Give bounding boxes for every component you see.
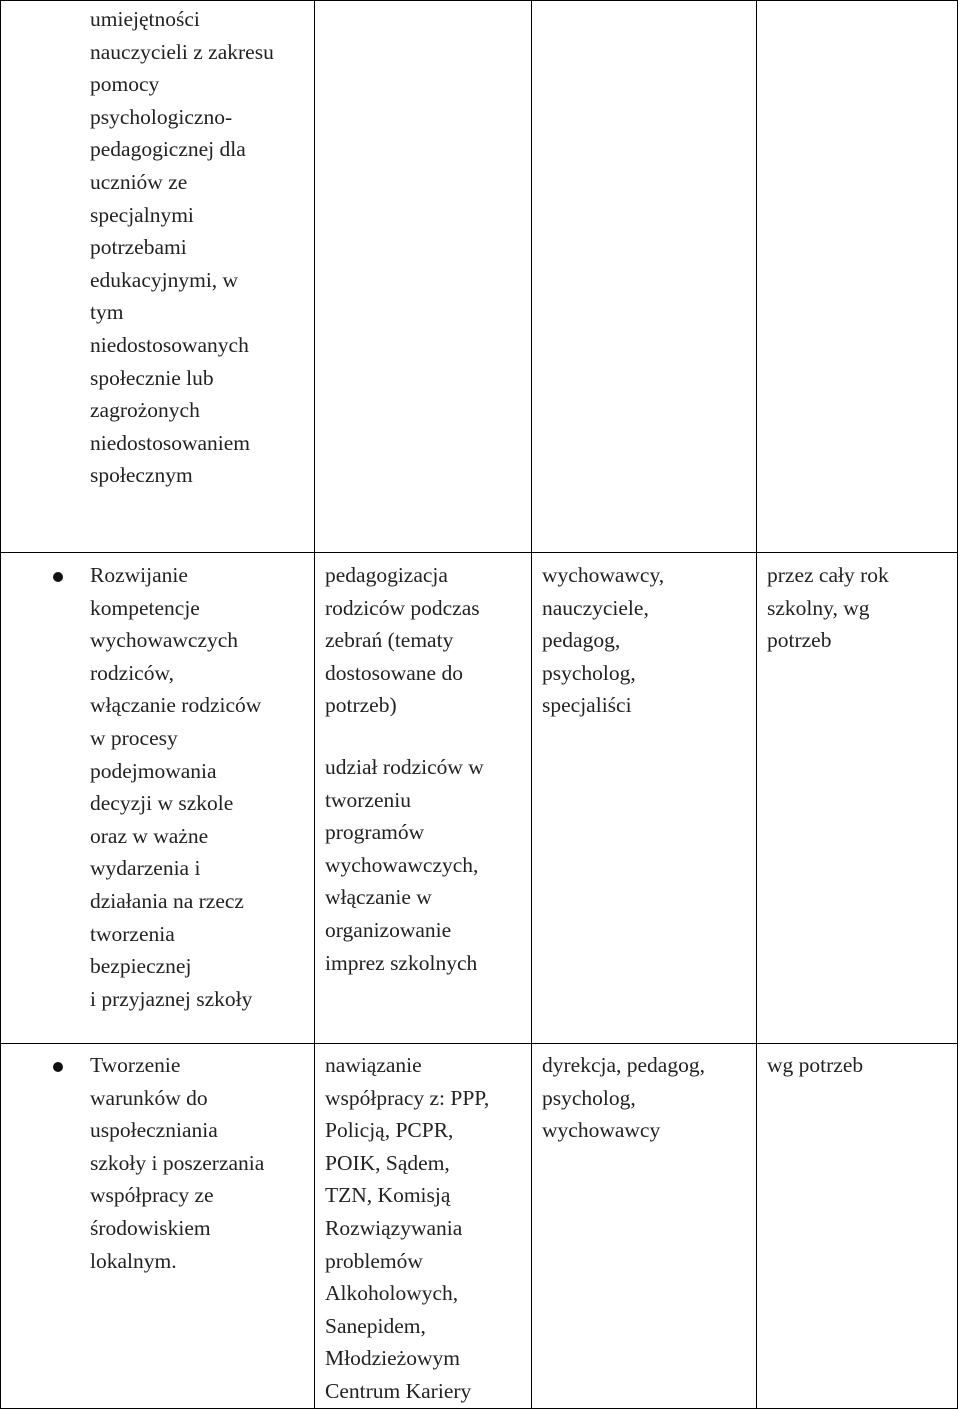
task-text: umiejętności nauczycieli z zakresu pomocy psychologiczno- pedagogicznej dla uczniów ze specjalnymi potrzebami edukacyjnymi, w tym niedostosowanych społecznie lub zagrożonych niedostosowaniem społecznym <box>90 7 274 488</box>
responsible-text: wychowawcy, nauczyciele, pedagog, psycholog, specjaliści <box>542 563 665 718</box>
table-row <box>1 1044 958 1409</box>
table-cell-deadline <box>757 1 958 553</box>
task-text: Tworzenie warunków do uspołeczniania szkoły i poszerzania współpracy ze środowiskiem lokalnym. <box>90 1053 265 1273</box>
table-row <box>1 1 958 553</box>
deadline-text: przez cały rok szkolny, wg potrzeb <box>767 563 889 653</box>
table-cell-responsible <box>532 553 757 1044</box>
table-cell-task <box>1 553 315 1044</box>
method-text: udział rodziców w tworzeniu programów wychowawczych, włączanie w organizowanie imprez szkolnych <box>325 754 484 975</box>
table-cell-task <box>1 1044 315 1409</box>
responsible-text <box>532 1 756 3</box>
deadline-text: wg potrzeb <box>767 1053 864 1077</box>
method-text: pedagogizacja rodziców podczas zebrań (tematy dostosowane do potrzeb) <box>325 563 480 718</box>
table-cell-method <box>315 553 532 1044</box>
table-cell-responsible <box>532 1044 757 1409</box>
bullet-icon <box>53 572 63 582</box>
method-text: nawiązanie współpracy z: PPP, Policją, PCPR, POIK, Sądem, TZN, Komisją Rozwiązywania problemów Alkoholowych, Sanepidem, Młodzieżowym Centrum Kariery <box>325 1053 490 1403</box>
table-cell-method <box>315 1 532 553</box>
task-text: Rozwijanie kompetencje wychowawczych rodziców, włączanie rodziców w procesy podejmowania decyzji w szkole oraz w ważne wydarzenia i działania na rzecz tworzenia bezpiecznej i przyjaznej szkoły <box>90 563 262 1011</box>
table-cell-deadline <box>757 553 958 1044</box>
table-cell-task <box>1 1 315 553</box>
table-cell-deadline <box>757 1044 958 1409</box>
responsible-text: dyrekcja, pedagog, psycholog, wychowawcy <box>542 1053 705 1143</box>
table-row <box>1 553 958 1044</box>
table-cell-method <box>315 1044 532 1409</box>
method-text <box>315 1 531 3</box>
bullet-icon <box>53 1062 63 1072</box>
table-cell-responsible <box>532 1 757 553</box>
deadline-text <box>757 1 957 3</box>
